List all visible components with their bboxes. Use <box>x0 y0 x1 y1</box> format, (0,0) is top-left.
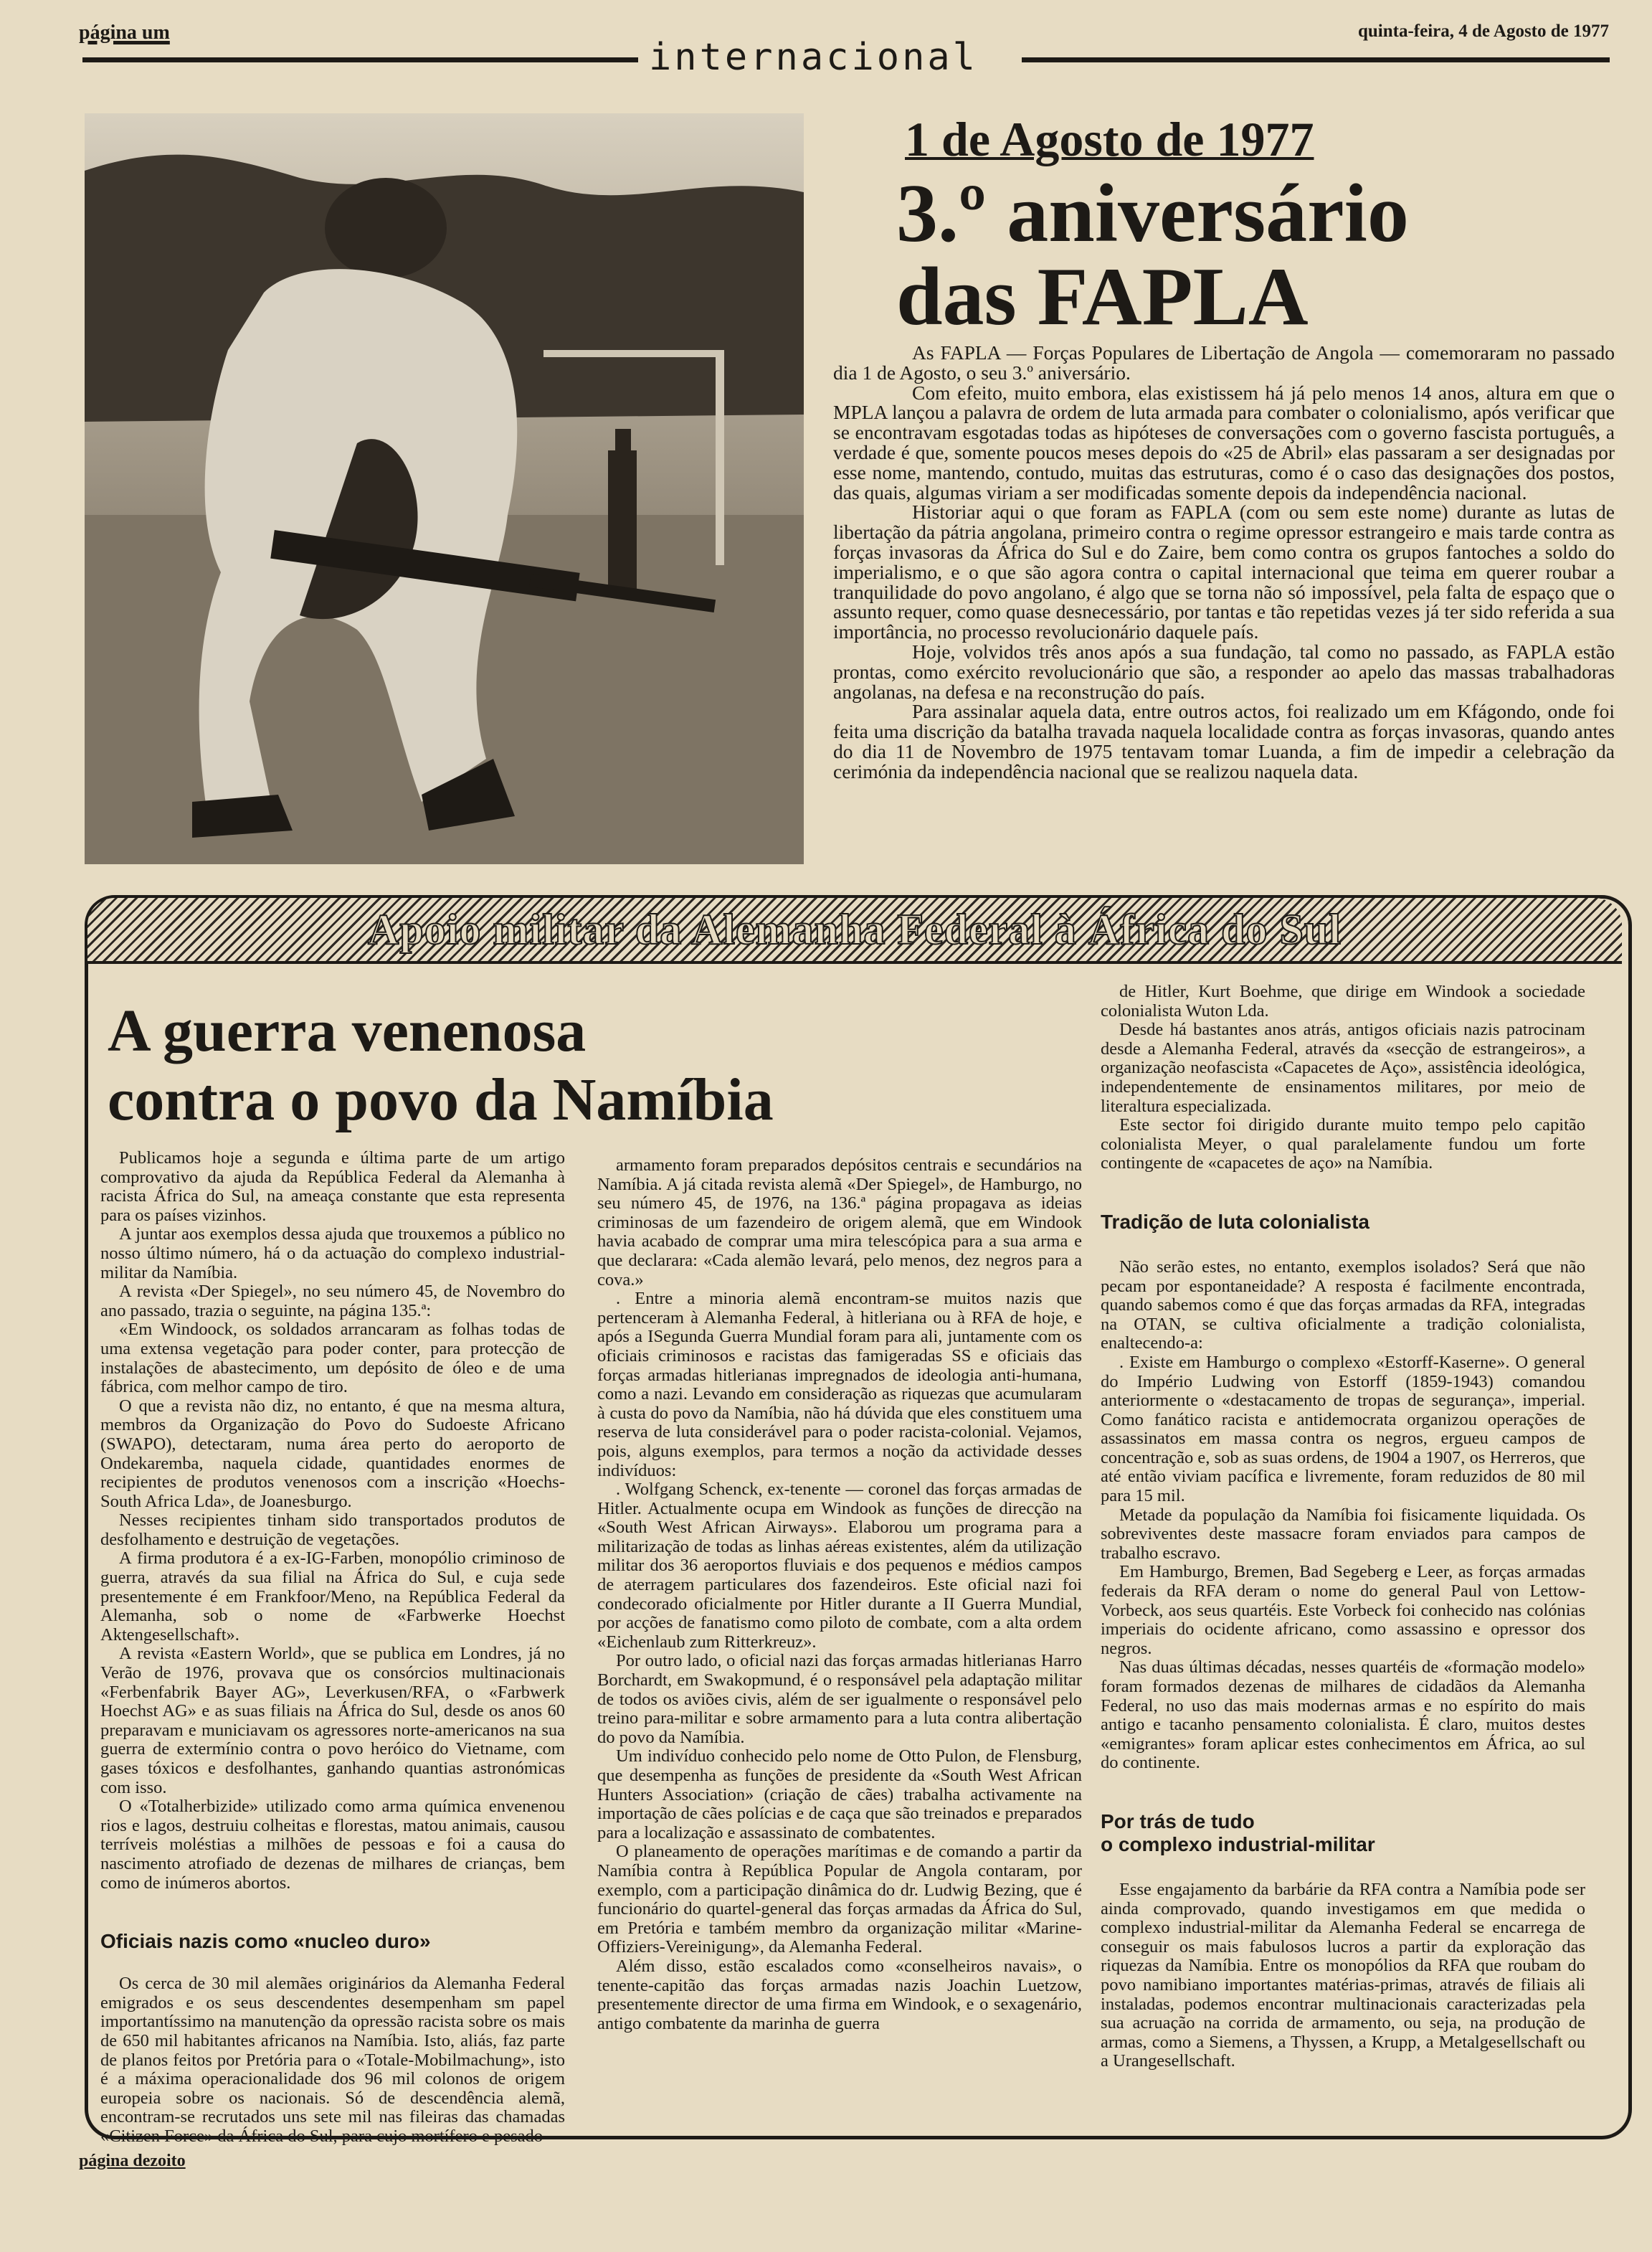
column-paragraph: O «Totalherbizide» utilizado como arma química envenenou rios e lagos, destruiu colheitas e florestas, matou animais, causou terríveis moléstias a milhões de pessoas e foi a causa do nascimento atrofiado de dezenas de milhares de crianças, bem como de inúmeros abortos. <box>100 1797 565 1893</box>
column-paragraph: A revista «Der Spiegel», no seu número 45, de Novembro do ano passado, trazia o seguinte, na página 135.ª: <box>100 1282 565 1320</box>
anniversary-article-body <box>833 343 1615 782</box>
column-paragraph: Desde há bastantes anos atrás, antigos oficiais nazis patrocinam desde a Alemanha Federal, através da «secção de estrangeiros», a organização neofascista «Capacetes de Aço», assistência ideológica, independentemente de ensinamentos militares, por meio de literaltura especializada. <box>1101 1020 1585 1116</box>
column-paragraph: armamento foram preparados depósitos centrais e secundários na Namíbia. A já citada revista alemã «Der Spiegel», de Hamburgo, no seu número 45, de 1976, na 136.ª página propagava as ideias criminosas de um fazendeiro de origem alemã, que em Windook havia acabado de comprar uma mira telescópica para a sua arma e que declarara: «Cada alemão levará, pelo menos, dez negros para a cova.» <box>597 1155 1082 1290</box>
anniversary-headline-line1: 3.º aniversário <box>896 168 1409 260</box>
column-paragraph: O que a revista não diz, no entanto, é que na mesma altura, membros da Organização do Povo do Sudoeste Africano (SWAPO), detectaram, numa área perto do aeroporto de Ondekaremba, naquela cidade, quantidades enormes de recipientes de produtos venenosos com a inscrição «Hoechs-South Africa Lda», de Joanesburgo. <box>100 1396 565 1511</box>
column-paragraph: Nas duas últimas décadas, nesses quartéis de «formação modelo» foram formados dezenas de milhares de cidadãos da Alemanha Federal, no uso das mais modernas armas e no espírito do mais antigo e tacanho pensamento colonialista. É claro, muitos destes «emigrantes» foram aplicar estes conhecimentos em África, ao sul do continente. <box>1101 1657 1585 1773</box>
anniversary-paragraph: Historiar aqui o que foram as FAPLA (com ou sem este nome) durante as lutas de libertação da pátria angolana, primeiro contra o regime opressor estrangeiro e mais tarde contra as forças invasoras da África do Sul e do Zaire, bem como contra os grupos fantoches a soldo do imperialismo, e o que são agora contra o capital internacional que teima em querer roubar a tranquilidade do povo angolano, é algo que se torna não só impossível, pela falta de espaço que o assunto requer, como quase desnecessário, por tantas e tão repetidas vezes já ter sido referida a sua importância, no processo revolucionário daquele país. <box>833 501 1615 643</box>
column-paragraph: Além disso, estão escalados como «conselheiros navais», o tenente-capitão das forças armadas nazis Joachin Luetzow, presentemente director de uma firma em Windook, e o sexagenário, antigo combatente da marinha de guerra <box>597 1956 1082 2033</box>
anniversary-headline-line2: das FAPLA <box>896 251 1309 343</box>
column-paragraph: Nesses recipientes tinham sido transportados produtos de desfolhamento e destruição de vegetações. <box>100 1510 565 1549</box>
section-title: internacional <box>649 36 978 79</box>
column-paragraph: Não serão estes, no entanto, exemplos isolados? Será que não pecam por espontaneidade? A resposta é facilmente encontrada, quando sabemos como é que das forças armadas da RFA, integradas na OTAN, se cultiva oficialmente a tradição colonialista, enaltecendo-a: <box>1101 1257 1585 1353</box>
subheading-behind-it-all: Por trás de tudo <box>1101 1809 1255 1832</box>
column-paragraph: . Wolfgang Schenck, ex-tenente — coronel das forças armadas de Hitler. Actualmente ocupa em Windook as funções de direcção na «South West African Airways». Elaborou um programa para a militarização de todas as linhas aéreas existentes, além da utilização militar dos 36 aeroportos fluviais e dos pequenos e médios campos de aterragem particulares dos fazendeiros. Este oficial nazi foi condecorado oficialmente por Hitler durante a II Guerra Mundial, por acções de fanatismo como piloto de combate, com a alta ordem «Eichenlaub zum Ritterkreuz». <box>597 1480 1082 1652</box>
anniversary-date-headline: 1 de Agosto de 1977 <box>905 112 1314 166</box>
column-paragraph: Em Hamburgo, Bremen, Bad Segeberg e Leer, as forças armadas federais da RFA deram o nome do general Paul von Lettow-Vorbeck, aos seus quartéis. Este Vorbeck foi conhecido nas colónias imperiais do ocidente africano, como assassino e opressor dos negros. <box>1101 1562 1585 1658</box>
subheading-industrial-complex: o complexo industrial-militar <box>1101 1832 1375 1855</box>
column-paragraph: Um indivíduo conhecido pelo nome de Otto Pulon, de Flensburg, que desempenha as funções de presidente da «South West African Hunters Association» (criação de cães) trabalha activamente na importação de cães polícias e de caça que são treinados e preparados para a localização e assassinato de combatentes. <box>597 1746 1082 1842</box>
soldier-photo <box>85 113 804 864</box>
column-paragraph: O planeamento de operações marítimas e de comando a partir da Namíbia contra à República Popular de Angola contaram, por exemplo, com a participação dinâmica do dr. Ludwig Bezing, que é funcionário do quartel-general das forças armadas da África do Sul, em Pretória e também membro da organização militar «Marine-Offiziers-Vereinigung», da Alemanha Federal. <box>597 1842 1082 1957</box>
column-paragraph: Metade da população da Namíbia foi fisicamente liquidada. Os sobreviventes deste massacre foram enviados para campos de trabalho escravo. <box>1101 1505 1585 1563</box>
banner-headline: Apoio militar da Alemanha Federal à África do Sul <box>368 906 1342 953</box>
anniversary-paragraph: Com efeito, muito embora, elas existissem há já pelo menos 14 anos, altura em que o MPLA lançou a palavra de ordem de luta armada para combater o colonialismo, após verificar que se encontravam esgotadas todas as hipóteses de conversações com o governo fascista português, a verdade é que, somente poucos meses depois do «25 de Abril» elas passaram a ser designadas por esse nome, mantendo, contudo, muitas das estruturas, como é o caso das designações dos postos, das quais, algumas viriam a ser modificadas somente depois da independência nacional. <box>833 381 1615 503</box>
article-column-1 <box>100 1149 565 2147</box>
column-paragraph: A revista «Eastern World», que se publica em Londres, já no Verão de 1976, provava que os consórcios multinacionais «Ferbenfabrik Bayer AG», Leverkusen/RFA, o «Farbwerk Hoechst AG» e as suas filiais na África do Sul, desde os anos 60 preparavam e municiavam os agressores norte-americanos na sua guerra de extermínio contra o povo heróico do Vietname, com gases tóxicos e desfolhantes, ganhando quantias astronómicas com isso. <box>100 1644 565 1797</box>
page-footer: página dezoito <box>79 2152 186 2170</box>
masthead-page-label: página um <box>79 22 170 44</box>
column-paragraph: Este sector foi dirigido durante muito tempo pelo capitão colonialista Meyer, o qual paralelamente fundou um forte contingente de «capacetes de aço» na Namíbia. <box>1101 1115 1585 1173</box>
column-paragraph: «Em Windoock, os soldados arrancaram as folhas todas de uma extensa vegetação para poder conter, para protecção de instalações de abastecimento, um depósito de óleo e de uma fábrica, com melhor campo de tiro. <box>100 1320 565 1397</box>
subheading-nazi-officers: Oficiais nazis como «nucleo duro» <box>100 1930 431 1953</box>
anniversary-paragraph: As FAPLA — Forças Populares de Libertação de Angola — comemoraram no passado dia 1 de Agosto, o seu 3.º aniversário. <box>833 341 1615 384</box>
subheading-colonial-tradition: Tradição de luta colonialista <box>1101 1210 1369 1233</box>
article-column-3 <box>1101 983 1585 2071</box>
column-paragraph: Esse engajamento da barbárie da RFA contra a Namíbia pode ser ainda comprovado, quando investigamos em que medida o complexo industrial-militar da Alemanha Federal se encarrega de conseguir os mais fabulosos lucros a partir da exploração das riquezas da Namíbia. Entre os monopólios da RFA que roubam do povo namibiano importantes matérias-primas, através de filiais ali instaladas, podemos encontrar multinacionais caracterizadas pela sua acruação na corrida de armamento, ou seja, na produção de armas, como a Siemens, a Thyssen, a Krupp, a Metalgesellschaft ou a Urangesellschaft. <box>1101 1879 1585 2071</box>
column-paragraph: A firma produtora é a ex-IG-Farben, monopólio criminoso de guerra, através da sua filial na África do Sul, e cuja sede presentemente é em Frankfoor/Meno, na República Federal da Alemanha, sob o nome de «Farbwerke Hoechst Aktengesellschaft». <box>100 1548 565 1645</box>
column-paragraph: A juntar aos exemplos dessa ajuda que trouxemos a público no nosso último número, há o da actuação do complexo industrial-militar da Namíbia. <box>100 1224 565 1282</box>
anniversary-paragraph: Hoje, volvidos três anos após a sua fundação, tal como no passado, as FAPLA estão prontas, como exército revolucionário que são, a responder ao apelo das massas trabalhadoras angolanas, na defesa e na reconstrução do país. <box>833 640 1615 703</box>
column-paragraph: . Existe em Hamburgo o complexo «Estorff-Kaserne». O general do Império Ludwing von Estorff (1859-1943) comandou anteriormente o «destacamento de tropas de segurança», imperial. Como fanático racista e antidemocrata organizou operações de assassinatos em massa contra os negros, ergueu campos de concentração e, sob as suas ordens, de 1904 a 1907, os Herreros, que até então viviam pacífica e livremente, foram reduzidos de 80 mil para 15 mil. <box>1101 1352 1585 1506</box>
main-headline <box>108 997 1040 1135</box>
anniversary-paragraph: Para assinalar aquela data, entre outros actos, foi realizado um em Kfágondo, onde foi feita uma discrição da batalha travada naquela localidade contra as forças invasoras, quando antes do dia 11 de Novembro de 1975 tentavam tomar Luanda, a fim de impedir a celebração da cerimónia da independência nacional que se realizou naquela data. <box>833 700 1615 782</box>
column-paragraph: de Hitler, Kurt Boehme, que dirige em Windook a sociedade colonialista Wuton Lda. <box>1101 982 1585 1021</box>
article-column-2 <box>597 1156 1082 2033</box>
main-headline-line2: contra o povo da Namíbia <box>108 1066 774 1133</box>
column-paragraph: Os cerca de 30 mil alemães originários da Alemanha Federal emigrados e os seus descendentes desempenham sm papel importantíssimo na manutenção da opressão racista sobre os mais de 650 mil habitantes africanos na Namíbia. Isto, aliás, faz parte de planos feitos por Pretória para o «Totale-Mobilmachung», isto é a máxima operacionalidade dos 96 mil colonos de origem europeia sobre os nacionais. Só de descendência alemã, encontram-se recrutados uns sete mil nas fileiras das chamadas «Citizen Force» da África do Sul, para cujo mortífero e pesado <box>100 1974 565 2146</box>
main-headline-line1: A guerra venenosa <box>108 998 587 1064</box>
issue-date: quinta-feira, 4 de Agosto de 1977 <box>1358 22 1609 41</box>
column-paragraph: Publicamos hoje a segunda e última parte de um artigo comprovativo da ajuda da República Federal da Alemanha à racista África do Sul, na ameaça constante que esta representa para os países vizinhos. <box>100 1148 565 1225</box>
column-paragraph: . Entre a minoria alemã encontram-se muitos nazis que pertenceram à Alemanha Federal, à hitleriana ou à RFA de hoje, e após a ISegunda Guerra Mundial foram para ali, juntamente com os oficiais criminosos e racistas das famigeradas SS e oficiais das forças armadas hitlerianas impregnados de ideologia anti-humana, como a nazi. Levando em consideração as riquezas que acumularam à custa do povo da Namíbia, não há dúvida que eles constituem uma reserva de luta considerável para o poder racista-colonial. Vejamos, pois, alguns exemplos, para termos a noção da actividade desses indivíduos: <box>597 1289 1082 1480</box>
masthead-rule-left <box>82 57 638 62</box>
masthead-rule-right <box>1022 57 1610 62</box>
anniversary-headline <box>896 168 1585 343</box>
column-paragraph: Por outro lado, o oficial nazi das forças armadas hitlerianas Harro Borchardt, em Swakopmund, é o responsável pela adaptação militar de todos os aviões civis, além de ser igualmente o responsável pelo treino para-militar e sobre armamento para a luta contra alibertação do povo da Namíbia. <box>597 1651 1082 1747</box>
